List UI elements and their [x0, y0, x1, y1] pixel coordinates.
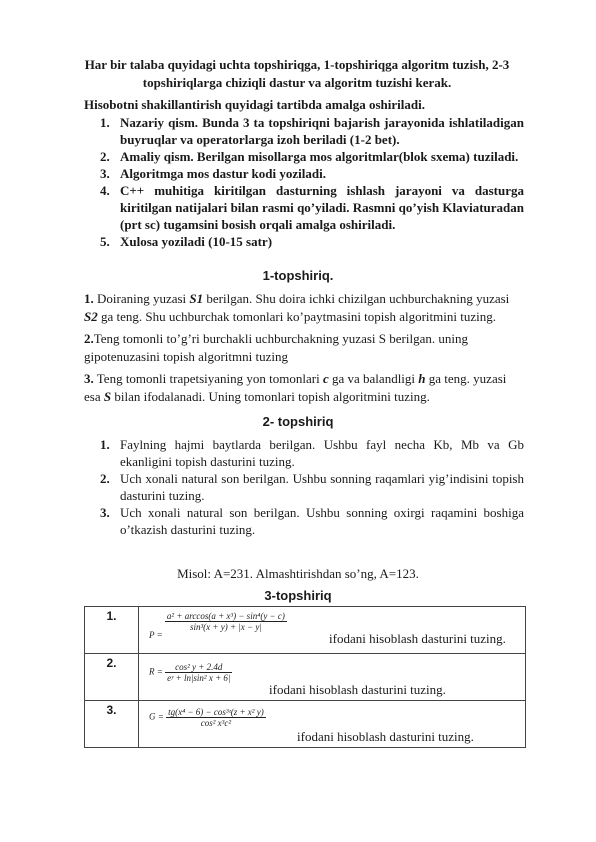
formula-r: R = $\frac{\text{cos² y + 2.4d}}{\text{eʸ + ln|sin² x + 6|}}$: [149, 662, 231, 683]
task2-heading: 2- topshiriq: [262, 414, 334, 429]
task1-item-3: 3. Teng tomonli trapetsiyaning yon tomonlari c ga va balandligi h ga teng. yuzasi esa S bilan ifodalanadi. Uning tomonlari topish algoritmini tuzing.: [84, 371, 507, 404]
task1-item-1: 1. Doiraning yuzasi S1 berilgan. Shu doira ichki chizilgan uchburchakning yuzasi S2 ga teng. Shu uchburchak tomonlari ko’paytmasini topish algoritmini tuzing.: [84, 291, 510, 324]
formula-instruction: ifodani hisoblash dasturini tuzing.: [269, 682, 446, 697]
row-number: 1.: [85, 607, 139, 654]
task3-heading: 3-topshiriq: [264, 588, 332, 603]
table-row: [85, 701, 526, 748]
task1-heading: 1-topshiriq.: [262, 268, 334, 283]
list-item: 4. C++ muhitiga kiritilgan dasturning ishlash jarayoni va dasturga kiritilgan natijalari bilan rasmi qo’yiladi. Rasmni qo’yish Klaviaturadan (prt sc) tugamsini bosish orqali amalga oshiriladi.: [100, 183, 524, 232]
formula-instruction: ifodani hisoblash dasturini tuzing.: [297, 729, 474, 744]
formula-instruction: ifodani hisoblash dasturini tuzing.: [329, 631, 506, 646]
task2-list: [84, 436, 524, 538]
list-item: 1. Nazariy qism. Bunda 3 ta topshiriqni bajarish jarayonida ishlatiladigan buyruqlar va operatorlarga izoh beriladi (1-2 bet).: [100, 115, 524, 147]
task3-table: [84, 606, 526, 748]
list-item: 2. Amaliy qism. Berilgan misollarga mos algoritmlar(blok sxema) tuziladi.: [100, 149, 519, 164]
intro-text: Har bir talaba quyidagi uchta topshiriqga, 1-topshiriqga algoritm tuzish, 2-3 topshiriqlarga chiziqli dastur va algoritm tuzishi kerak.: [84, 57, 510, 90]
table-row: [85, 654, 526, 701]
formula-cell: [139, 654, 526, 701]
formula-g: G = $\frac{\text{tg(x⁴ − 6) − cos³ᶻ(z + x² y)}}{\text{cos² x³c²}}$: [149, 707, 264, 728]
example-text: Misol: A=231. Almashtirishdan so’ng, A=123.: [177, 566, 419, 581]
formula-cell: [139, 701, 526, 748]
formula-cell: [139, 607, 526, 654]
report-heading: Hisobotni shakillantirish quyidagi tartibda amalga oshiriladi.: [84, 97, 425, 112]
list-item: 5. Xulosa yoziladi (10-15 satr): [100, 234, 273, 249]
list-item: 1. Faylning hajmi baytlarda berilgan. Ushbu fayl necha Kb, Mb va Gb ekanligini topish dasturini tuzing.: [100, 437, 524, 469]
report-steps-list: [84, 114, 524, 250]
table-row: [85, 607, 526, 654]
row-number: 3.: [85, 701, 139, 748]
list-item: 3. Uch xonali natural son berilgan. Ushbu sonning oxirgi raqamini boshiga o’tkazish dasturini tuzing.: [100, 505, 524, 537]
formula-p: P = $\frac{\text{a² + arccos(a + x³) − sin⁴(y − c)}}{\text{sin³(x + y) + |x − y|}}$: [149, 611, 285, 640]
list-item: 3. Algoritmga mos dastur kodi yoziladi.: [100, 166, 326, 181]
task1-item-2: 2.Teng tomonli to’g’ri burchakli uchburchakning yuzasi S berilgan. uning gipotenuzasini topish algoritmni tuzing: [84, 331, 468, 364]
row-number: 2.: [85, 654, 139, 701]
list-item: 2. Uch xonali natural son berilgan. Ushbu sonning raqamlari yig’indisini topish dasturini tuzing.: [100, 471, 524, 503]
